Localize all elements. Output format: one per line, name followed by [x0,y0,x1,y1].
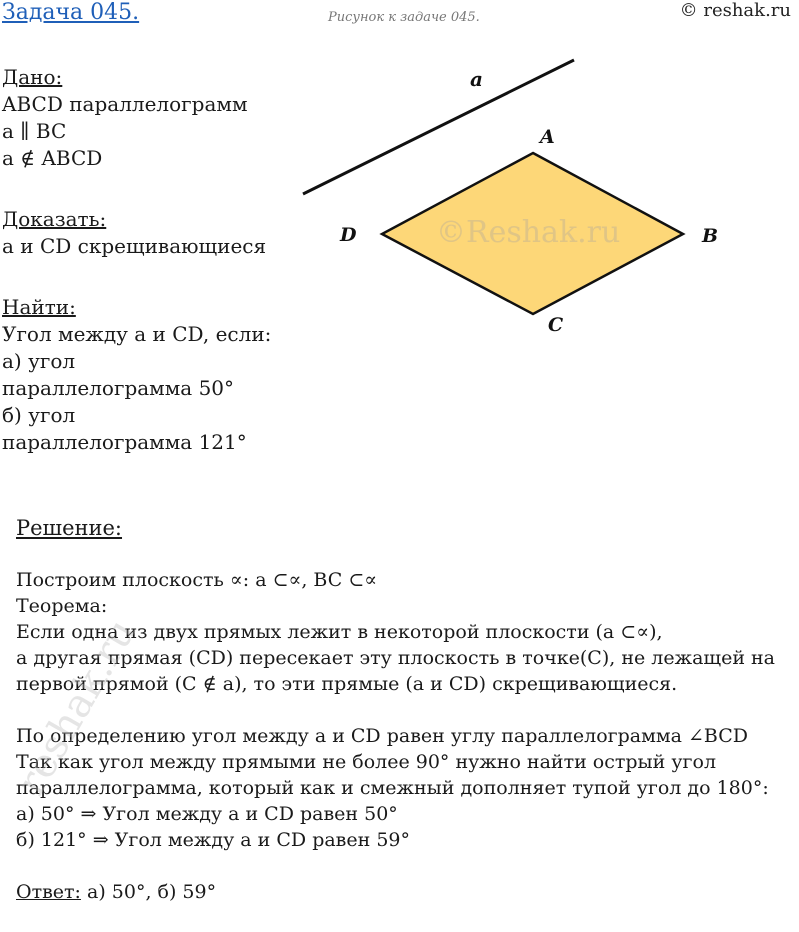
figure-caption: Рисунок к задаче 045. [328,10,480,25]
solution-line: Если одна из двух прямых лежит в некоторой плоскости (a ⊂∝), [16,621,663,643]
solution-line: Так как угол между прямыми не более 90° нужно найти острый угол [16,751,717,773]
find-section [2,294,271,456]
solution-line: По определению угол между a и CD равен углу параллелограмма ∠BCD [16,725,749,747]
prove-heading: Доказать: [2,207,107,231]
solution-line: первой прямой (C ∉ a), то эти прямые (a и CD) скрещивающиеся. [16,673,678,695]
given-line: a ∥ BC [2,119,67,143]
side-watermark: reshak.ru [8,611,146,803]
answer-row [16,879,796,905]
answer-label: Ответ: [16,881,81,903]
given-line: a ∉ ABCD [2,146,103,170]
find-line: Угол между a и CD, если: [2,322,272,346]
prove-section [2,206,266,260]
solution-line: Теорема: [16,595,108,617]
solution-line: Построим плоскость ∝: a ⊂∝, BC ⊂∝ [16,569,378,591]
solution-line: а другая прямая (CD) пересекает эту плоскость в точке(C), не лежащей на [16,647,776,669]
parallelogram-figure [290,50,730,350]
site-copyright: © reshak.ru [679,0,791,21]
find-heading: Найти: [2,295,76,319]
label-line-a: a [470,67,483,91]
label-vertex-b: B [702,225,719,247]
solution-section [16,515,796,905]
solution-line: б) 121° ⇒ Угол между a и CD равен 59° [16,829,410,851]
figure-watermark: ©Reshak.ru [436,215,621,250]
given-heading: Дано: [2,65,63,89]
given-line: ABCD параллелограмм [2,92,248,116]
label-vertex-a: A [540,126,555,148]
answer-value: а) 50°, б) 59° [80,881,217,903]
label-vertex-d: D [340,224,357,246]
given-section [2,64,248,172]
task-title-link[interactable]: Задача 045. [2,0,140,25]
label-vertex-c: C [548,314,564,336]
find-line: а) угол [2,349,76,373]
solution-heading: Решение: [16,516,123,540]
solution-line: параллелограмма, который как и смежный дополняет тупой угол до 180°: [16,777,769,799]
prove-line: a и CD скрещивающиеся [2,234,267,258]
find-line: параллелограмма 121° [2,430,247,454]
solution-line: а) 50° ⇒ Угол между a и CD равен 50° [16,803,398,825]
find-line: параллелограмма 50° [2,376,235,400]
find-line: б) угол [2,403,76,427]
